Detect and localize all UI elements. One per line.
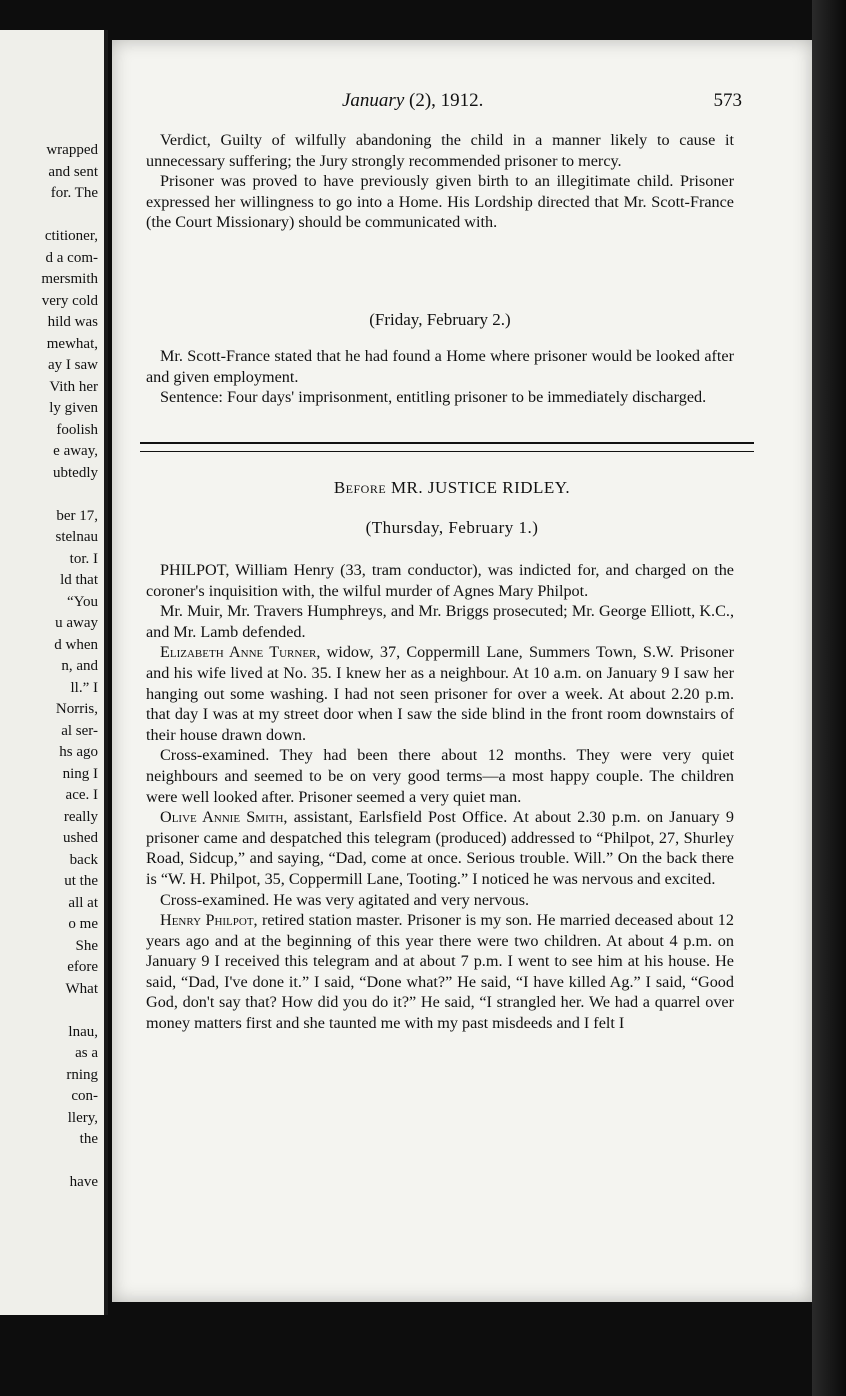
previous-page-line: really (63, 808, 98, 825)
previous-page-line: all at (68, 894, 98, 911)
indictment-paragraph: PHILPOT, William Henry (33, tram conductor), was indicted for, and charged on the coroner's inquisition with, the wilful murder of Agnes Mary Philpot. (146, 561, 734, 600)
previous-page-line: al ser- (61, 722, 98, 739)
prisoner-history-paragraph: Prisoner was proved to have previously given birth to an illegitimate child. Prisoner expressed her willingness to go into a Home. His Lordship directed that Mr. Scott-France (the Court Missionary) should be communicated with. (146, 172, 734, 232)
date-heading-thursday: (Thursday, February 1.) (365, 518, 539, 537)
previous-page-line: o me (68, 916, 98, 932)
previous-page-line: stelnau (55, 529, 98, 545)
previous-page-line: Vith her (49, 378, 98, 395)
previous-page-line: ubtedly (53, 464, 98, 481)
verdict-section (146, 130, 734, 233)
sentence-paragraph: Sentence: Four days' imprisonment, entitling prisoner to be immediately discharged. (160, 388, 707, 407)
turner-testimony: Elizabeth Anne Turner, widow, 37, Coppermill Lane, Summers Town, S.W. Prisoner and his wife lived at No. 35. I knew her as a neighbour. At 10 a.m. on January 9 I saw her hanging out some washing. I had not seen prisoner for over a week. At about 2.20 p.m. that day I was at my street door when I saw the side blind in the front room downstairs of their house drawn down. (146, 643, 734, 744)
previous-page-line: tor. I (69, 550, 98, 567)
previous-page-line: rning (66, 1066, 98, 1083)
background-edge (812, 0, 846, 1396)
previous-page-line: u away (55, 615, 98, 631)
smith-testimony: Olive Annie Smith, assistant, Earlsfield Post Office. At about 2.30 p.m. on January 9 prisoner came and despatched this telegram (produced) addressed to “Philpot, 27, Shurley Road, Sidcup,” and saying, “Dad, come at once. Serious trouble. Will.” On the back there is “W. H. Philpot, 35, Coppermill Lane, Tooting.” I noticed he was nervous and excited. (146, 808, 734, 888)
previous-page-line: ace. I (65, 787, 98, 803)
previous-page-line: Norris, (55, 701, 98, 717)
previous-page-line: and sent (48, 163, 98, 180)
previous-page-line: ning I (62, 765, 98, 782)
previous-page-line: as a (75, 1045, 98, 1061)
trial-body (146, 560, 734, 1034)
page-number: 573 (713, 90, 742, 111)
turner-cross-examination: Cross-examined. They had been there about 12 months. They were very quiet neighbours and seemed to be on very good terms—a most happy couple. The children were well looked after. Prisoner seemed a very quiet man. (146, 746, 734, 806)
previous-page-line: have (69, 1174, 98, 1190)
previous-page-line: efore (67, 959, 98, 975)
verdict-paragraph: Verdict, Guilty of wilfully abandoning the child in a manner likely to cause it unnecessary suffering; the Jury strongly recommended prisoner to mercy. (146, 131, 734, 170)
previous-page-line: “You (67, 593, 98, 610)
previous-page-line: ly given (49, 400, 98, 416)
previous-page-line: for. The (50, 185, 98, 201)
previous-page-line: lnau, (68, 1023, 98, 1040)
home-paragraph: Mr. Scott-France stated that he had found a Home where prisoner would be looked after and given employment. (146, 347, 734, 386)
previous-page-line: con- (71, 1088, 98, 1104)
previous-page-line: back (69, 851, 98, 868)
previous-page-line: foolish (56, 421, 98, 438)
date-heading-friday: (Friday, February 2.) (369, 310, 511, 329)
previous-page-line: very cold (41, 292, 98, 309)
before-label: Before (333, 478, 387, 497)
previous-page-line: n, and (61, 658, 98, 674)
running-title: January (2), 1912. (342, 90, 484, 111)
previous-page-line: d when (54, 636, 98, 653)
section-divider (140, 442, 754, 452)
witness-name: Henry Philpot, (160, 911, 258, 930)
previous-page-line: wrapped (46, 142, 98, 158)
previous-page-line: She (75, 937, 98, 954)
previous-page-line: ay I saw (48, 357, 98, 373)
previous-page-line: the (79, 1131, 98, 1147)
counsel-paragraph: Mr. Muir, Mr. Travers Humphreys, and Mr. Briggs prosecuted; Mr. George Elliott, K.C., and Mr. Lamb defended. (146, 602, 734, 641)
previous-page-line: What (65, 980, 98, 997)
previous-page-line: d a com- (45, 249, 98, 266)
previous-page-line: mewhat, (46, 335, 98, 352)
sentence-section (146, 346, 734, 408)
previous-page-line: ctitioner, (44, 228, 98, 244)
previous-page-line: mersmith (41, 271, 98, 287)
judge-name: MR. JUSTICE RIDLEY. (390, 478, 571, 497)
previous-page-edge (0, 30, 108, 1315)
previous-page-line: hild was (47, 314, 98, 330)
document-page (112, 40, 812, 1302)
page-header (112, 90, 772, 116)
previous-page-line: e away, (53, 443, 98, 459)
previous-page-line: llery, (67, 1109, 98, 1126)
defendant-name: PHILPOT, (160, 561, 230, 579)
previous-page-line: ll.” I (70, 679, 98, 696)
henry-philpot-testimony: Henry Philpot, retired station master. Prisoner is my son. He married deceased about 12 years ago and at the beginning of this year there were two children. At about 4 p.m. on January 9 I received this telegram and at about 7 p.m. I went to see him at his house. He said, “Dad, I've done it.” I said, “Done what?” He said, “I have killed Ag.” I said, “Good God, don't say that? How did you do it?” He said, “I strangled her. We had a quarrel over money matters first and she taunted me with my past misdeeds and I felt I (146, 911, 734, 1033)
previous-page-line: ushed (63, 830, 98, 846)
witness-name: Olive Annie Smith, (160, 808, 288, 827)
previous-page-line: hs ago (59, 744, 98, 760)
witness-name: Elizabeth Anne Turner, (160, 643, 321, 662)
court-heading (112, 478, 792, 498)
previous-page-line: ber 17, (56, 507, 98, 524)
previous-page-line: ut the (64, 873, 98, 889)
previous-page-line: ld that (60, 572, 98, 588)
smith-cross-examination: Cross-examined. He was very agitated and very nervous. (160, 890, 530, 909)
